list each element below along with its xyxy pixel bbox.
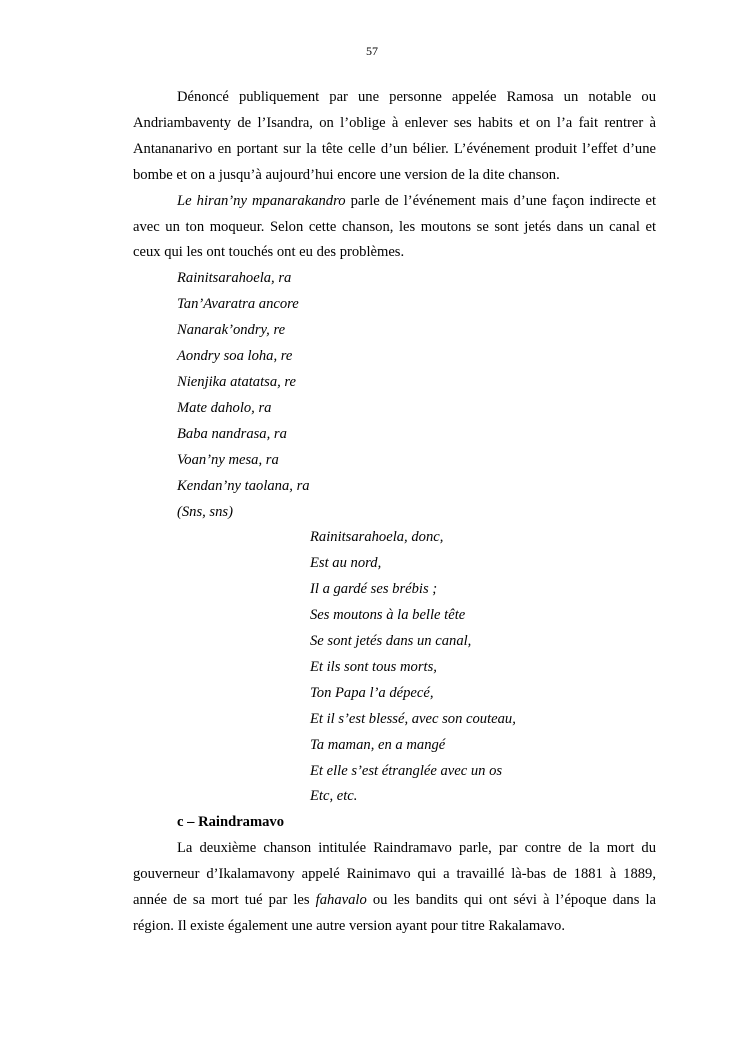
song-title: Le hiran’ny mpanarakandro <box>177 192 346 209</box>
paragraph-2 <box>133 189 656 267</box>
paragraph-3-text-a: La deuxième chanson intitulée Raindramavo parle, par contre de la mort du gouverneur d’Ikalamavony appelé Rainimavo qui a travaillé là-bas de 1881 à 1889, année de sa mort tué par les <box>133 840 656 909</box>
page-number: 57 <box>366 44 378 58</box>
poem-line: Rainitsarahoela, ra <box>177 270 292 287</box>
paragraph-3 <box>133 836 656 940</box>
paragraph-3-text-b: ou les bandits qui ont sévi à l’époque dans la région. Il existe également une autre version ayant pour titre Rakalamavo. <box>133 892 656 934</box>
translation-line: Rainitsarahoela, donc, <box>310 529 444 546</box>
poem-line: (Sns, sns) <box>177 503 233 520</box>
translation-line: Se sont jetés dans un canal, <box>310 633 472 650</box>
translation-line: Est au nord, <box>310 555 382 572</box>
page-content <box>133 85 656 940</box>
paragraph-2-text: parle de l’événement mais d’une façon indirecte et avec un ton moqueur. Selon cette chanson, les moutons se sont jetés dans un canal et ceux qui les ont touchés ont eu des problèmes. <box>133 192 657 261</box>
translation-line: Et il s’est blessé, avec son couteau, <box>310 710 516 727</box>
translation-line: Ton Papa l’a dépecé, <box>310 684 434 701</box>
paragraph-1: Dénoncé publiquement par une personne appelée Ramosa un notable ou Andriambaventy de l’Isandra, on l’oblige à enlever ses habits et on l’a fait rentrer à Antananarivo en portant sur la tête celle d’un bélier. L’événement produit l’effet d’une bombe et on a jusqu’à aujourd’hui encore une version de la dite chanson. <box>133 89 656 183</box>
poem-line: Tan’Avaratra ancore <box>177 296 299 313</box>
poem-line: Nanarak’ondry, re <box>177 322 286 339</box>
translation-line: Ses moutons à la belle tête <box>310 607 466 624</box>
poem-line: Mate daholo, ra <box>177 399 272 416</box>
translation-line: Etc, etc. <box>310 788 358 805</box>
translation-line: Et elle s’est étranglée avec un os <box>310 762 503 779</box>
poem-line: Baba nandrasa, ra <box>177 425 287 442</box>
poem-line: Voan’ny mesa, ra <box>177 451 279 468</box>
poem-french <box>133 525 656 810</box>
translation-line: Ta maman, en a mangé <box>310 736 446 753</box>
translation-line: Et ils sont tous morts, <box>310 658 437 675</box>
poem-malagasy <box>133 266 656 525</box>
translation-line: Il a gardé ses brébis ; <box>310 581 438 598</box>
poem-line: Aondry soa loha, re <box>177 348 293 365</box>
poem-line: Kendan’ny taolana, ra <box>177 477 310 494</box>
poem-line: Nienjika atatatsa, re <box>177 373 297 390</box>
section-heading: c – Raindramavo <box>177 814 285 831</box>
italic-term: fahavalo <box>315 892 367 909</box>
